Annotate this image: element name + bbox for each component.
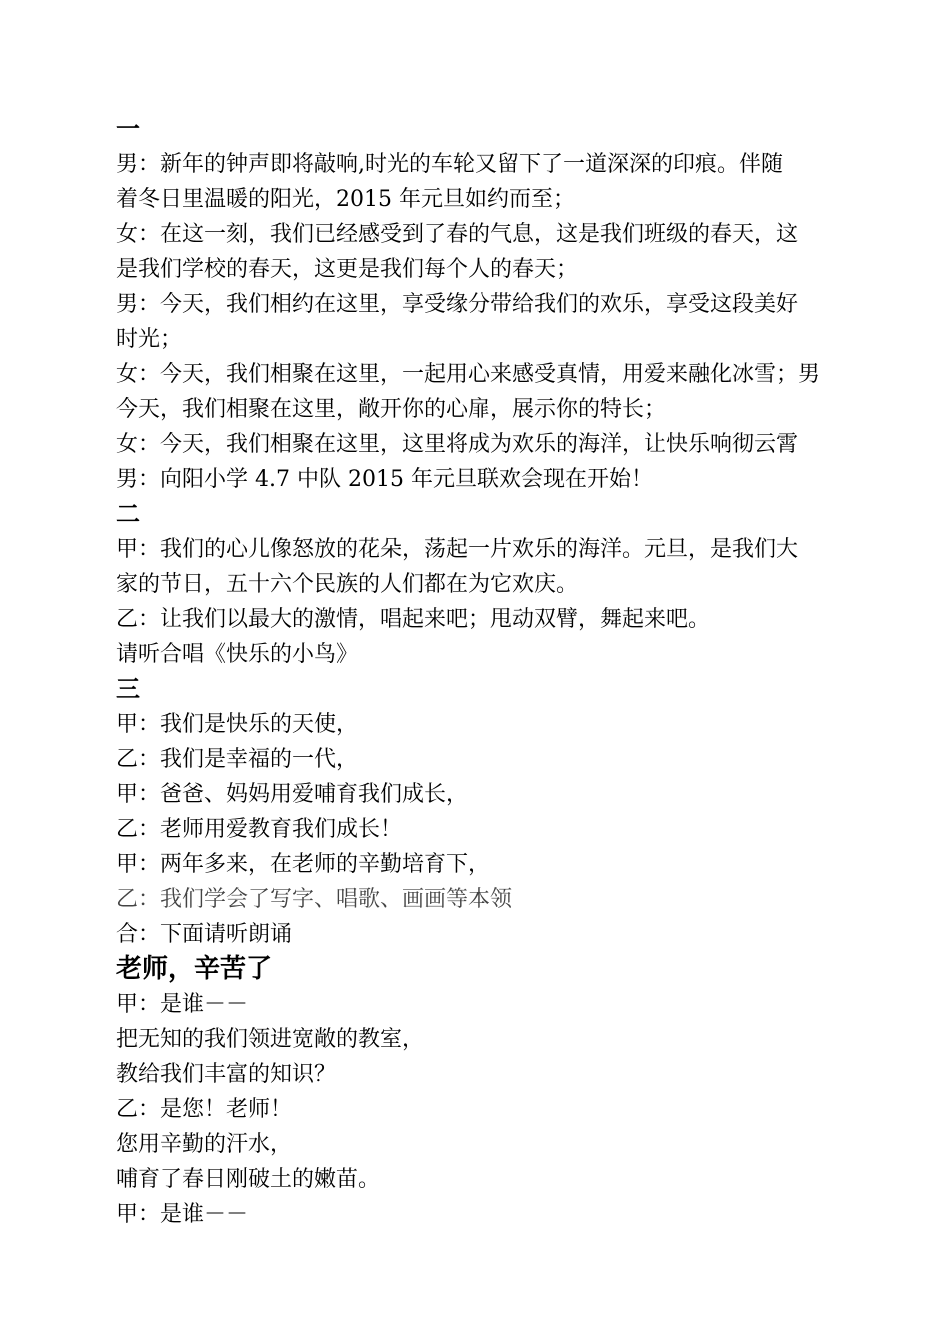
text-line: 家的节日，五十六个民族的人们都在为它欢庆。 [116, 572, 579, 597]
text-line: 乙：我们是幸福的一代， [116, 747, 359, 772]
poem-line: 甲：是谁－－ [116, 1202, 249, 1227]
text-line: 甲：爸爸、妈妈用爱哺育我们成长， [116, 782, 469, 807]
text-line: 乙：老师用爱教育我们成长！ [116, 817, 403, 842]
text-line: 男：今天，我们相约在这里，享受缘分带给我们的欢乐，享受这段美好 [116, 292, 799, 317]
poem-line: 哺育了春日刚破土的嫩苗。 [116, 1167, 381, 1192]
text-line: 女：今天，我们相聚在这里，这里将成为欢乐的海洋，让快乐响彻云霄 [116, 432, 799, 457]
text-line: 甲：两年多来，在老师的辛勤培育下， [116, 852, 491, 877]
text-line: 男：向阳小学 4.7 中队 2015 年元旦联欢会现在开始！ [116, 467, 653, 492]
text-line: 甲：我们是快乐的天使， [116, 712, 359, 737]
text-line: 今天，我们相聚在这里，敞开你的心扉，展示你的特长； [116, 397, 667, 422]
text-line: 请听合唱《快乐的小鸟》 [116, 642, 359, 667]
text-line: 乙：让我们以最大的激情，唱起来吧；甩动双臂，舞起来吧。 [116, 607, 711, 632]
text-line: 男：新年的钟声即将敲响,时光的车轮又留下了一道深深的印痕。伴随 [116, 152, 783, 177]
poem-line: 把无知的我们领进宽敞的教室， [116, 1027, 425, 1052]
text-line: 女：今天，我们相聚在这里，一起用心来感受真情，用爱来融化冰雪；男 [116, 362, 821, 387]
text-line: 乙：我们学会了写字、唱歌、画画等本领 [116, 887, 513, 912]
poem-title: 老师，辛苦了 [116, 954, 273, 984]
section-heading-1: 一 [116, 115, 140, 143]
poem-line: 教给我们丰富的知识？ [116, 1062, 337, 1087]
text-line: 时光； [116, 327, 183, 352]
text-line: 着冬日里温暖的阳光，2015 年元旦如约而至； [116, 187, 575, 212]
text-line: 是我们学校的春天，这更是我们每个人的春天； [116, 257, 579, 282]
text-line: 女：在这一刻，我们已经感受到了春的气息，这是我们班级的春天，这 [116, 222, 799, 247]
poem-line: 乙：是您！老师！ [116, 1097, 293, 1122]
poem-line: 您用辛勤的汗水， [116, 1132, 293, 1157]
section-heading-3: 三 [116, 675, 140, 703]
text-line: 甲：我们的心儿像怒放的花朵，荡起一片欢乐的海洋。元旦，是我们大 [116, 537, 799, 562]
section-heading-2: 二 [116, 500, 140, 528]
poem-line: 甲：是谁－－ [116, 992, 249, 1017]
text-line: 合：下面请听朗诵 [116, 922, 293, 947]
document-page [116, 112, 840, 1232]
